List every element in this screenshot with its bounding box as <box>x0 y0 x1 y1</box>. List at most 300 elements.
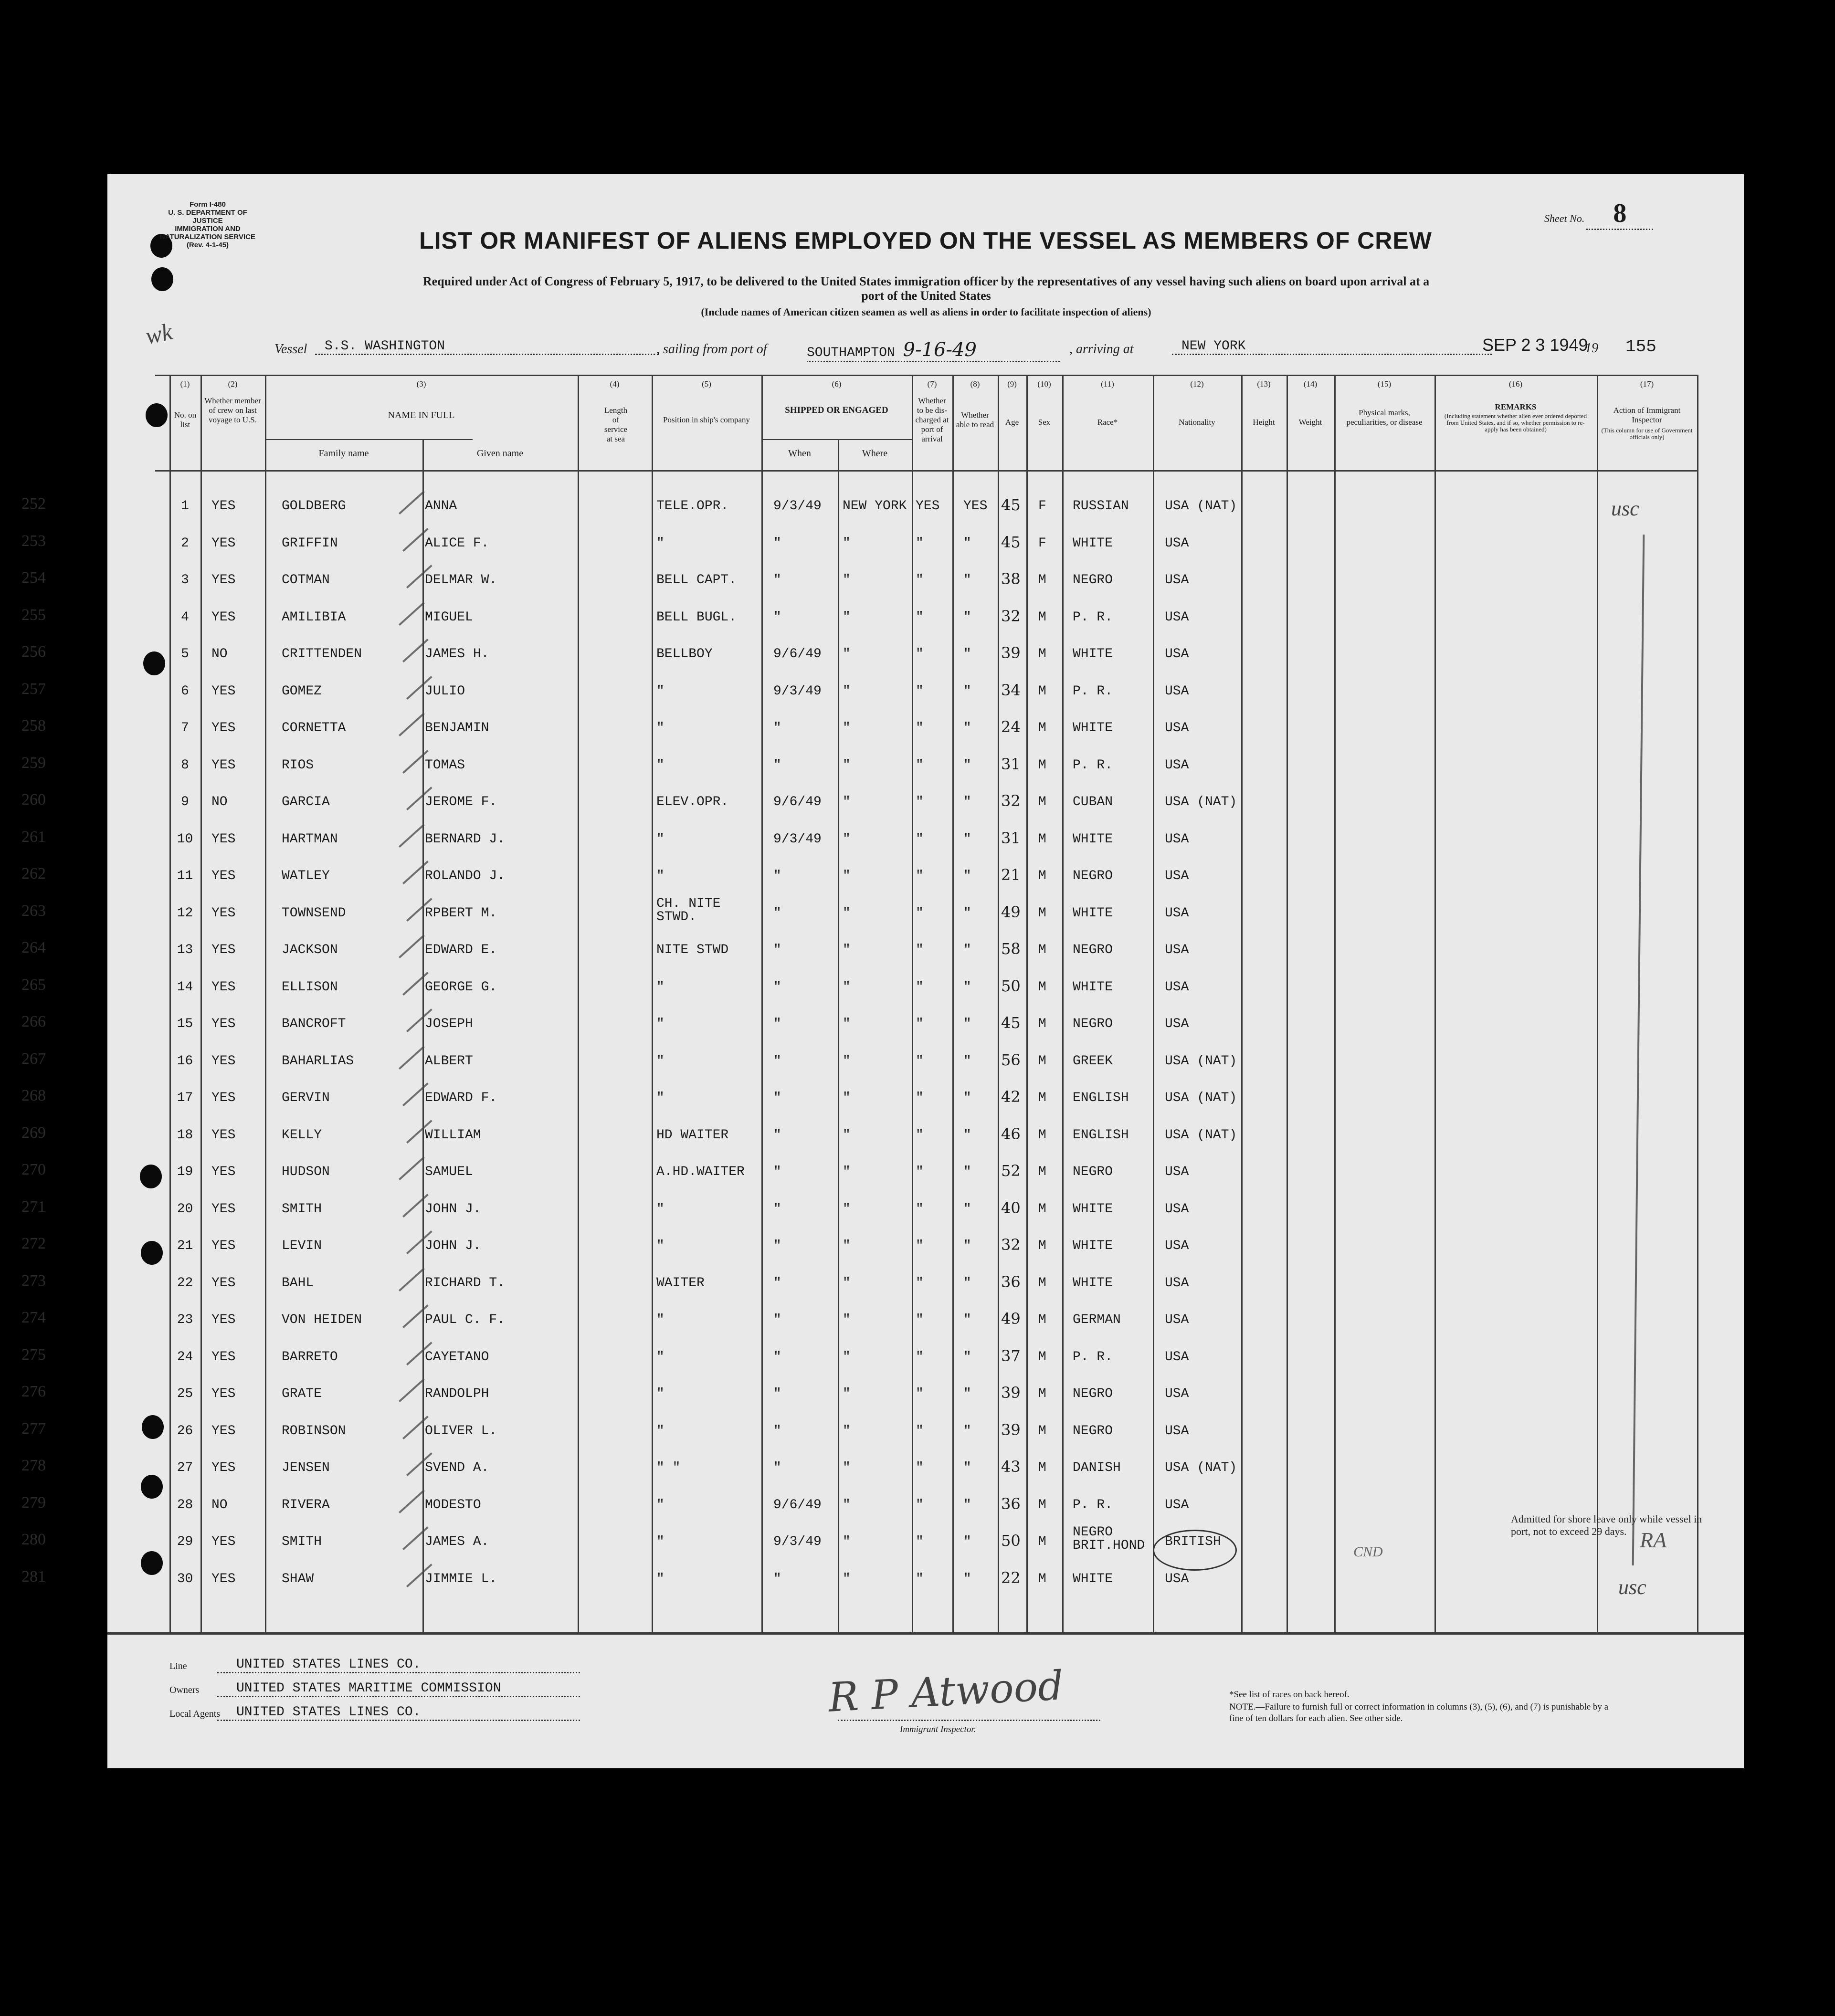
cell-position: NITE STWD <box>656 943 729 957</box>
cell-page-row: 255 <box>21 606 46 624</box>
year-prefix: 19 <box>1585 341 1598 356</box>
cell-sex: M <box>1038 1275 1046 1291</box>
cell-position: " <box>656 1534 664 1549</box>
cell-discharged: " <box>916 1275 924 1291</box>
cell-age: 36 <box>1001 1494 1021 1513</box>
cell-read: " <box>963 1091 971 1105</box>
cell-when: " <box>773 1349 781 1365</box>
col-header-remarks-note: (Including statement whether alien ever ordered deported from United States, and if so, whether permission to re-apply has been obtained) <box>1444 412 1587 433</box>
cell-where: " <box>843 1239 851 1253</box>
cell-where: " <box>843 1091 851 1105</box>
col-number: (3) <box>416 379 426 388</box>
cell-read: " <box>963 943 971 957</box>
col-border <box>1434 375 1436 1632</box>
cell-race: WHITE <box>1073 647 1113 662</box>
cell-given: BENJAMIN <box>425 721 489 735</box>
nationality-circle <box>1153 1530 1237 1571</box>
cell-age: 45 <box>1001 533 1021 551</box>
cell-family: TOWNSEND <box>282 905 346 921</box>
cell-last-voyage: YES <box>211 683 236 699</box>
col-header-name-in-full: NAME IN FULL <box>388 410 455 420</box>
form-number: Form I-480 <box>190 200 226 209</box>
cell-read: " <box>963 1386 971 1401</box>
vessel-line <box>274 335 1659 363</box>
cell-read: " <box>963 757 971 773</box>
col-header-discharged: Whether to be dis-charged at port of arrival <box>915 396 949 443</box>
punch-hole <box>141 1241 163 1265</box>
cell-nationality: USA (NAT) <box>1165 499 1237 514</box>
cell-sex: M <box>1038 1534 1046 1549</box>
punch-hole <box>143 651 165 675</box>
cell-when: " <box>773 609 781 625</box>
cell-given: GEORGE G. <box>425 979 497 995</box>
cell-sex: M <box>1038 647 1046 662</box>
checkmark-icon <box>399 1268 425 1292</box>
cell-family: JENSEN <box>282 1460 330 1475</box>
cell-age: 52 <box>1001 1162 1021 1180</box>
cell-last-voyage: YES <box>211 1127 236 1143</box>
cell-nationality: USA <box>1165 647 1189 662</box>
cell-when: " <box>773 1571 781 1586</box>
cell-where: " <box>843 1386 851 1401</box>
cell-age: 40 <box>1001 1198 1021 1217</box>
cell-where: " <box>843 757 851 773</box>
cell-race: NEGRO <box>1073 1165 1113 1179</box>
cell-sex: M <box>1038 979 1046 995</box>
punch-hole <box>151 267 173 291</box>
cell-position: HD WAITER <box>656 1127 729 1143</box>
cell-last-voyage: YES <box>211 1386 236 1401</box>
col-header-age: Age <box>1005 418 1019 427</box>
sailing-port <box>807 339 1060 362</box>
cell-age: 45 <box>1001 1014 1021 1032</box>
cell-race: WHITE <box>1073 1571 1113 1586</box>
cell-given: CAYETANO <box>425 1349 489 1365</box>
cell-race: NEGRO <box>1073 1386 1113 1401</box>
department-name: U. S. DEPARTMENT OF JUSTICE <box>168 209 247 225</box>
vessel-label: Vessel <box>274 342 307 357</box>
sailing-label: , sailing from port of <box>656 342 767 357</box>
cell-when: " <box>773 1165 781 1179</box>
cell-position: BELL CAPT. <box>656 573 737 588</box>
cell-race: WHITE <box>1073 1201 1113 1217</box>
inspector-signature-label: Immigrant Inspector. <box>900 1724 976 1734</box>
cell-position: TELE.OPR. <box>656 499 729 514</box>
cell-where: " <box>843 1534 851 1549</box>
footer-agents-value: UNITED STATES LINES CO. <box>217 1705 580 1721</box>
cell-discharged: " <box>916 609 924 625</box>
cell-position: " <box>656 1497 664 1512</box>
cell-read: YES <box>963 499 988 514</box>
cell-nationality: USA <box>1165 573 1189 588</box>
cell-discharged: " <box>916 573 924 588</box>
col-number: (9) <box>1007 379 1017 388</box>
cell-where: " <box>843 1201 851 1217</box>
cell-when: " <box>773 1239 781 1253</box>
cell-given: EDWARD F. <box>425 1091 497 1105</box>
cell-race: DANISH <box>1073 1460 1121 1475</box>
cell-discharged: " <box>916 1017 924 1031</box>
col-header-sex: Sex <box>1038 418 1051 427</box>
cell-no: 5 <box>181 647 189 662</box>
margin-handwriting: wk <box>143 317 175 350</box>
page-number: 155 <box>1625 337 1656 357</box>
cell-no: 1 <box>181 499 189 514</box>
cell-discharged: " <box>916 905 924 921</box>
cell-no: 13 <box>177 943 193 957</box>
cell-family: JACKSON <box>282 943 338 957</box>
col-border <box>578 375 579 1632</box>
cell-family: ROBINSON <box>282 1423 346 1438</box>
cell-where: " <box>843 1497 851 1512</box>
checkmark-icon <box>399 934 425 958</box>
col-header-length-of-service: Length of service at sea <box>604 406 628 443</box>
cell-read: " <box>963 1017 971 1031</box>
cell-read: " <box>963 683 971 699</box>
col-header-last-voyage: Whether member of crew on last voyage to U.S. <box>204 396 261 424</box>
cell-last-voyage: NO <box>211 795 228 809</box>
cell-family: HUDSON <box>282 1165 330 1179</box>
cell-read: " <box>963 1349 971 1365</box>
fine-note-label: NOTE. <box>1229 1702 1256 1712</box>
cell-last-voyage: YES <box>211 1165 236 1179</box>
cell-last-voyage: YES <box>211 1460 236 1475</box>
col-header-remarks: REMARKS <box>1495 402 1537 411</box>
punch-hole <box>146 403 168 427</box>
cell-page-row: 270 <box>21 1161 46 1178</box>
cell-nationality: USA <box>1165 683 1189 699</box>
header-bottom-border <box>155 470 1697 472</box>
cell-sex: M <box>1038 609 1046 625</box>
cell-family: BARRETO <box>282 1349 338 1365</box>
col-header-no-on-list: No. on list <box>174 410 197 429</box>
cell-last-voyage: YES <box>211 573 236 588</box>
cell-nationality: USA <box>1165 1571 1189 1586</box>
cell-race: NEGRO <box>1073 1017 1113 1031</box>
cell-last-voyage: YES <box>211 1053 236 1069</box>
col-border <box>1597 375 1598 1632</box>
page-title: LIST OR MANIFEST OF ALIENS EMPLOYED ON THE VESSEL AS MEMBERS OF CREW <box>419 227 1432 254</box>
col-header-shipped-or-engaged: SHIPPED OR ENGAGED <box>785 405 888 415</box>
col-header-position: Position in ship's company <box>663 415 750 424</box>
cell-page-row: 261 <box>21 828 46 846</box>
cell-discharged: " <box>916 943 924 957</box>
col-header-family-name: Family name <box>318 448 369 459</box>
cell-page-row: 279 <box>21 1493 46 1512</box>
cell-position: " <box>656 1312 664 1327</box>
cell-nationality: USA <box>1165 831 1189 847</box>
cell-age: 45 <box>1001 496 1021 514</box>
cell-where: " <box>843 536 851 551</box>
cell-given: WILLIAM <box>425 1127 481 1143</box>
cell-no: 28 <box>177 1497 193 1512</box>
cell-given: RANDOLPH <box>425 1386 489 1401</box>
col-header-able-to-read: Whether able to read <box>956 410 994 429</box>
cell-sex: M <box>1038 1497 1046 1512</box>
cell-read: " <box>963 1053 971 1069</box>
cell-read: " <box>963 1571 971 1586</box>
cell-age: 31 <box>1001 755 1021 773</box>
cell-nationality: USA (NAT) <box>1165 1127 1237 1143</box>
cell-given: JAMES A. <box>425 1534 489 1549</box>
footer-line-value: UNITED STATES LINES CO. <box>217 1657 580 1673</box>
cell-given: TOMAS <box>425 757 465 773</box>
cell-page-row: 281 <box>21 1567 46 1586</box>
cell-age: 42 <box>1001 1088 1021 1106</box>
cell-no: 10 <box>177 831 193 847</box>
inspector-signature: R P Atwood <box>827 1662 1065 1721</box>
cell-when: " <box>773 1386 781 1401</box>
cell-sex: M <box>1038 757 1046 773</box>
col-number: (4) <box>610 379 620 388</box>
cell-last-voyage: YES <box>211 609 236 625</box>
cell-discharged: " <box>916 1386 924 1401</box>
cell-given: DELMAR W. <box>425 573 497 588</box>
cell-family: GRATE <box>282 1386 322 1401</box>
cell-position: " <box>656 1423 664 1438</box>
col-header-nationality: Nationality <box>1179 418 1215 427</box>
cell-where: " <box>843 943 851 957</box>
col-number: (13) <box>1257 379 1271 388</box>
cell-where: " <box>843 869 851 883</box>
cell-read: " <box>963 536 971 551</box>
checkmark-icon <box>399 713 425 736</box>
cell-no: 4 <box>181 609 189 625</box>
cell-given: RPBERT M. <box>425 905 497 921</box>
cell-last-voyage: YES <box>211 1091 236 1105</box>
col-header-physical-marks: Physical marks, peculiarities, or disease <box>1346 408 1423 427</box>
col-border <box>1334 375 1336 1632</box>
cell-family: CORNETTA <box>282 721 346 735</box>
cell-last-voyage: YES <box>211 1349 236 1365</box>
cell-discharged: " <box>916 1571 924 1586</box>
checkmark-icon <box>399 1046 425 1070</box>
cell-discharged: " <box>916 1423 924 1438</box>
checkmark-icon <box>399 1378 425 1402</box>
cell-nationality: USA <box>1165 1275 1189 1291</box>
cell-page-row: 264 <box>21 939 46 956</box>
cell-race: WHITE <box>1073 831 1113 847</box>
cell-age: 39 <box>1001 1384 1021 1402</box>
col-header-race: Race* <box>1097 418 1118 427</box>
cell-page-row: 275 <box>21 1345 46 1364</box>
cell-where: " <box>843 573 851 588</box>
punch-hole <box>141 1551 163 1575</box>
cell-position: " <box>656 1091 664 1105</box>
cell-race: WHITE <box>1073 536 1113 551</box>
cell-position: " <box>656 721 664 735</box>
cell-last-voyage: NO <box>211 1497 228 1512</box>
cell-position: " <box>656 831 664 847</box>
cell-last-voyage: YES <box>211 1534 236 1549</box>
inspector-stamp-ra: RA <box>1640 1528 1667 1552</box>
cell-where: " <box>843 1127 851 1143</box>
cell-discharged: YES <box>916 499 940 514</box>
cell-read: " <box>963 1460 971 1475</box>
cell-no: 21 <box>177 1239 193 1253</box>
cell-where: " <box>843 1312 851 1327</box>
footer-agents <box>169 1705 718 1720</box>
cell-read: " <box>963 1165 971 1179</box>
cell-given: EDWARD E. <box>425 943 497 957</box>
cell-sex: M <box>1038 795 1046 809</box>
cell-nationality: USA (NAT) <box>1165 1460 1237 1475</box>
cell-discharged: " <box>916 757 924 773</box>
cell-read: " <box>963 573 971 588</box>
cell-position: " <box>656 757 664 773</box>
cell-age: 49 <box>1001 1310 1021 1328</box>
cell-where: " <box>843 1460 851 1475</box>
cell-last-voyage: YES <box>211 869 236 883</box>
cell-discharged: " <box>916 1239 924 1253</box>
cell-age: 24 <box>1001 718 1021 736</box>
cell-discharged: " <box>916 1201 924 1217</box>
cell-discharged: " <box>916 869 924 883</box>
cell-position: BELLBOY <box>656 647 713 662</box>
cell-discharged: " <box>916 1312 924 1327</box>
cell-race: NEGRO <box>1073 1423 1113 1438</box>
cell-nationality: USA <box>1165 979 1189 995</box>
cell-no: 29 <box>177 1534 193 1549</box>
cell-family: COTMAN <box>282 573 330 588</box>
subtitle-line-1: Required under Act of Congress of February 5, 1917, to be delivered to the United States immigration officer by the representatives of any vessel having such aliens on board upon arrival at a <box>422 274 1430 288</box>
cell-last-voyage: YES <box>211 1423 236 1438</box>
checkmark-icon <box>399 491 425 514</box>
cell-family: SMITH <box>282 1201 322 1217</box>
cell-discharged: " <box>916 831 924 847</box>
fine-note-text: —Failure to furnish full or correct information in columns (3), (5), (6), and (7) is punishable by a fine of ten dollars for each alien. See other side. <box>1229 1702 1609 1723</box>
cell-nationality: USA <box>1165 721 1189 735</box>
cell-discharged: " <box>916 795 924 809</box>
cell-nationality: USA <box>1165 1017 1189 1031</box>
col-border <box>998 375 999 1632</box>
cell-family: GRIFFIN <box>282 536 338 551</box>
cell-read: " <box>963 831 971 847</box>
cell-when: 9/3/49 <box>773 1534 822 1549</box>
cell-no: 24 <box>177 1349 193 1365</box>
cell-no: 14 <box>177 979 193 995</box>
cell-discharged: " <box>916 721 924 735</box>
cell-sex: M <box>1038 831 1046 847</box>
cell-sex: M <box>1038 943 1046 957</box>
col-border <box>200 375 202 1632</box>
cell-page-row: 259 <box>21 754 46 772</box>
cell-when: " <box>773 1127 781 1143</box>
cell-race: NEGRO <box>1073 573 1113 588</box>
cell-nationality: USA <box>1165 905 1189 921</box>
service-name: IMMIGRATION AND NATURALIZATION SERVICE <box>159 225 255 241</box>
col-border <box>1153 375 1154 1632</box>
cell-given: ROLANDO J. <box>425 869 506 883</box>
cell-age: 56 <box>1001 1050 1021 1069</box>
table-bottom-border <box>107 1632 1744 1635</box>
cell-when: " <box>773 1275 781 1291</box>
punch-hole <box>140 1165 162 1188</box>
col-border <box>422 439 424 1632</box>
checkmark-icon <box>399 1490 425 1513</box>
cell-position: ELEV.OPR. <box>656 795 729 809</box>
cell-read: " <box>963 721 971 735</box>
cell-sex: M <box>1038 1017 1046 1031</box>
cell-no: 19 <box>177 1165 193 1179</box>
cell-read: " <box>963 979 971 995</box>
cell-nationality: USA <box>1165 1349 1189 1365</box>
cell-position: A.HD.WAITER <box>656 1165 745 1179</box>
cell-age: 32 <box>1001 1236 1021 1254</box>
checkmark-icon <box>399 824 425 848</box>
cell-race: NEGRO BRIT.HOND <box>1073 1525 1145 1553</box>
cell-read: " <box>963 795 971 809</box>
cell-last-voyage: YES <box>211 757 236 773</box>
col-border <box>169 375 171 1632</box>
cell-when: 9/6/49 <box>773 647 822 662</box>
footer-line <box>169 1657 718 1672</box>
cell-sex: M <box>1038 1349 1046 1365</box>
cell-age: 50 <box>1001 976 1021 995</box>
footer-agents-label: Local Agents <box>169 1709 221 1719</box>
arriving-label: , arriving at <box>1069 342 1134 357</box>
checkmark-icon <box>399 602 425 626</box>
col-header-height: Height <box>1253 418 1275 427</box>
cell-given: JAMES H. <box>425 647 489 662</box>
cell-no: 7 <box>181 721 189 735</box>
col-header-weight: Weight <box>1298 418 1322 427</box>
cell-race: WHITE <box>1073 979 1113 995</box>
cell-nationality: USA <box>1165 1497 1189 1512</box>
col-border <box>912 375 913 1632</box>
cell-read: " <box>963 1312 971 1327</box>
cell-age: 36 <box>1001 1272 1021 1291</box>
cell-when: " <box>773 1423 781 1438</box>
cell-sex: M <box>1038 1127 1046 1143</box>
cell-nationality: BRITISH <box>1165 1534 1221 1549</box>
cell-where: " <box>843 979 851 995</box>
cell-race: P. R. <box>1073 1349 1113 1365</box>
inspector-mark-bottom: usc <box>1618 1575 1646 1599</box>
col-header-inspector-note: (This column for use of Government officials only) <box>1601 427 1693 441</box>
cell-where: " <box>843 647 851 662</box>
col-border <box>1062 375 1064 1632</box>
cell-race: ENGLISH <box>1073 1091 1129 1105</box>
cell-no: 30 <box>177 1571 193 1586</box>
cell-race: CUBAN <box>1073 795 1113 809</box>
cell-family: KELLY <box>282 1127 322 1143</box>
cell-read: " <box>963 647 971 662</box>
cell-family: BANCROFT <box>282 1017 346 1031</box>
cell-when: " <box>773 905 781 921</box>
cell-given: MODESTO <box>425 1497 481 1512</box>
cell-read: " <box>963 1534 971 1549</box>
cell-discharged: " <box>916 1127 924 1143</box>
cell-discharged: " <box>916 1534 924 1549</box>
arriving-port: NEW YORK <box>1172 339 1492 355</box>
arrival-date-stamp: SEP 2 3 1949 <box>1482 335 1588 355</box>
cell-sex: M <box>1038 1460 1046 1475</box>
cell-sex: M <box>1038 1091 1046 1105</box>
cell-when: " <box>773 1017 781 1031</box>
cell-when: " <box>773 1053 781 1069</box>
cell-age: 43 <box>1001 1458 1021 1476</box>
col-number: (8) <box>970 379 980 388</box>
cell-given: JEROME F. <box>425 795 497 809</box>
cell-discharged: " <box>916 1497 924 1512</box>
col-number: (17) <box>1640 379 1654 388</box>
col-border <box>1287 375 1288 1632</box>
cell-age: 22 <box>1001 1568 1021 1587</box>
sheet-number-label: Sheet No. <box>1544 212 1585 224</box>
cell-last-voyage: YES <box>211 536 236 551</box>
cell-where: " <box>843 1053 851 1069</box>
